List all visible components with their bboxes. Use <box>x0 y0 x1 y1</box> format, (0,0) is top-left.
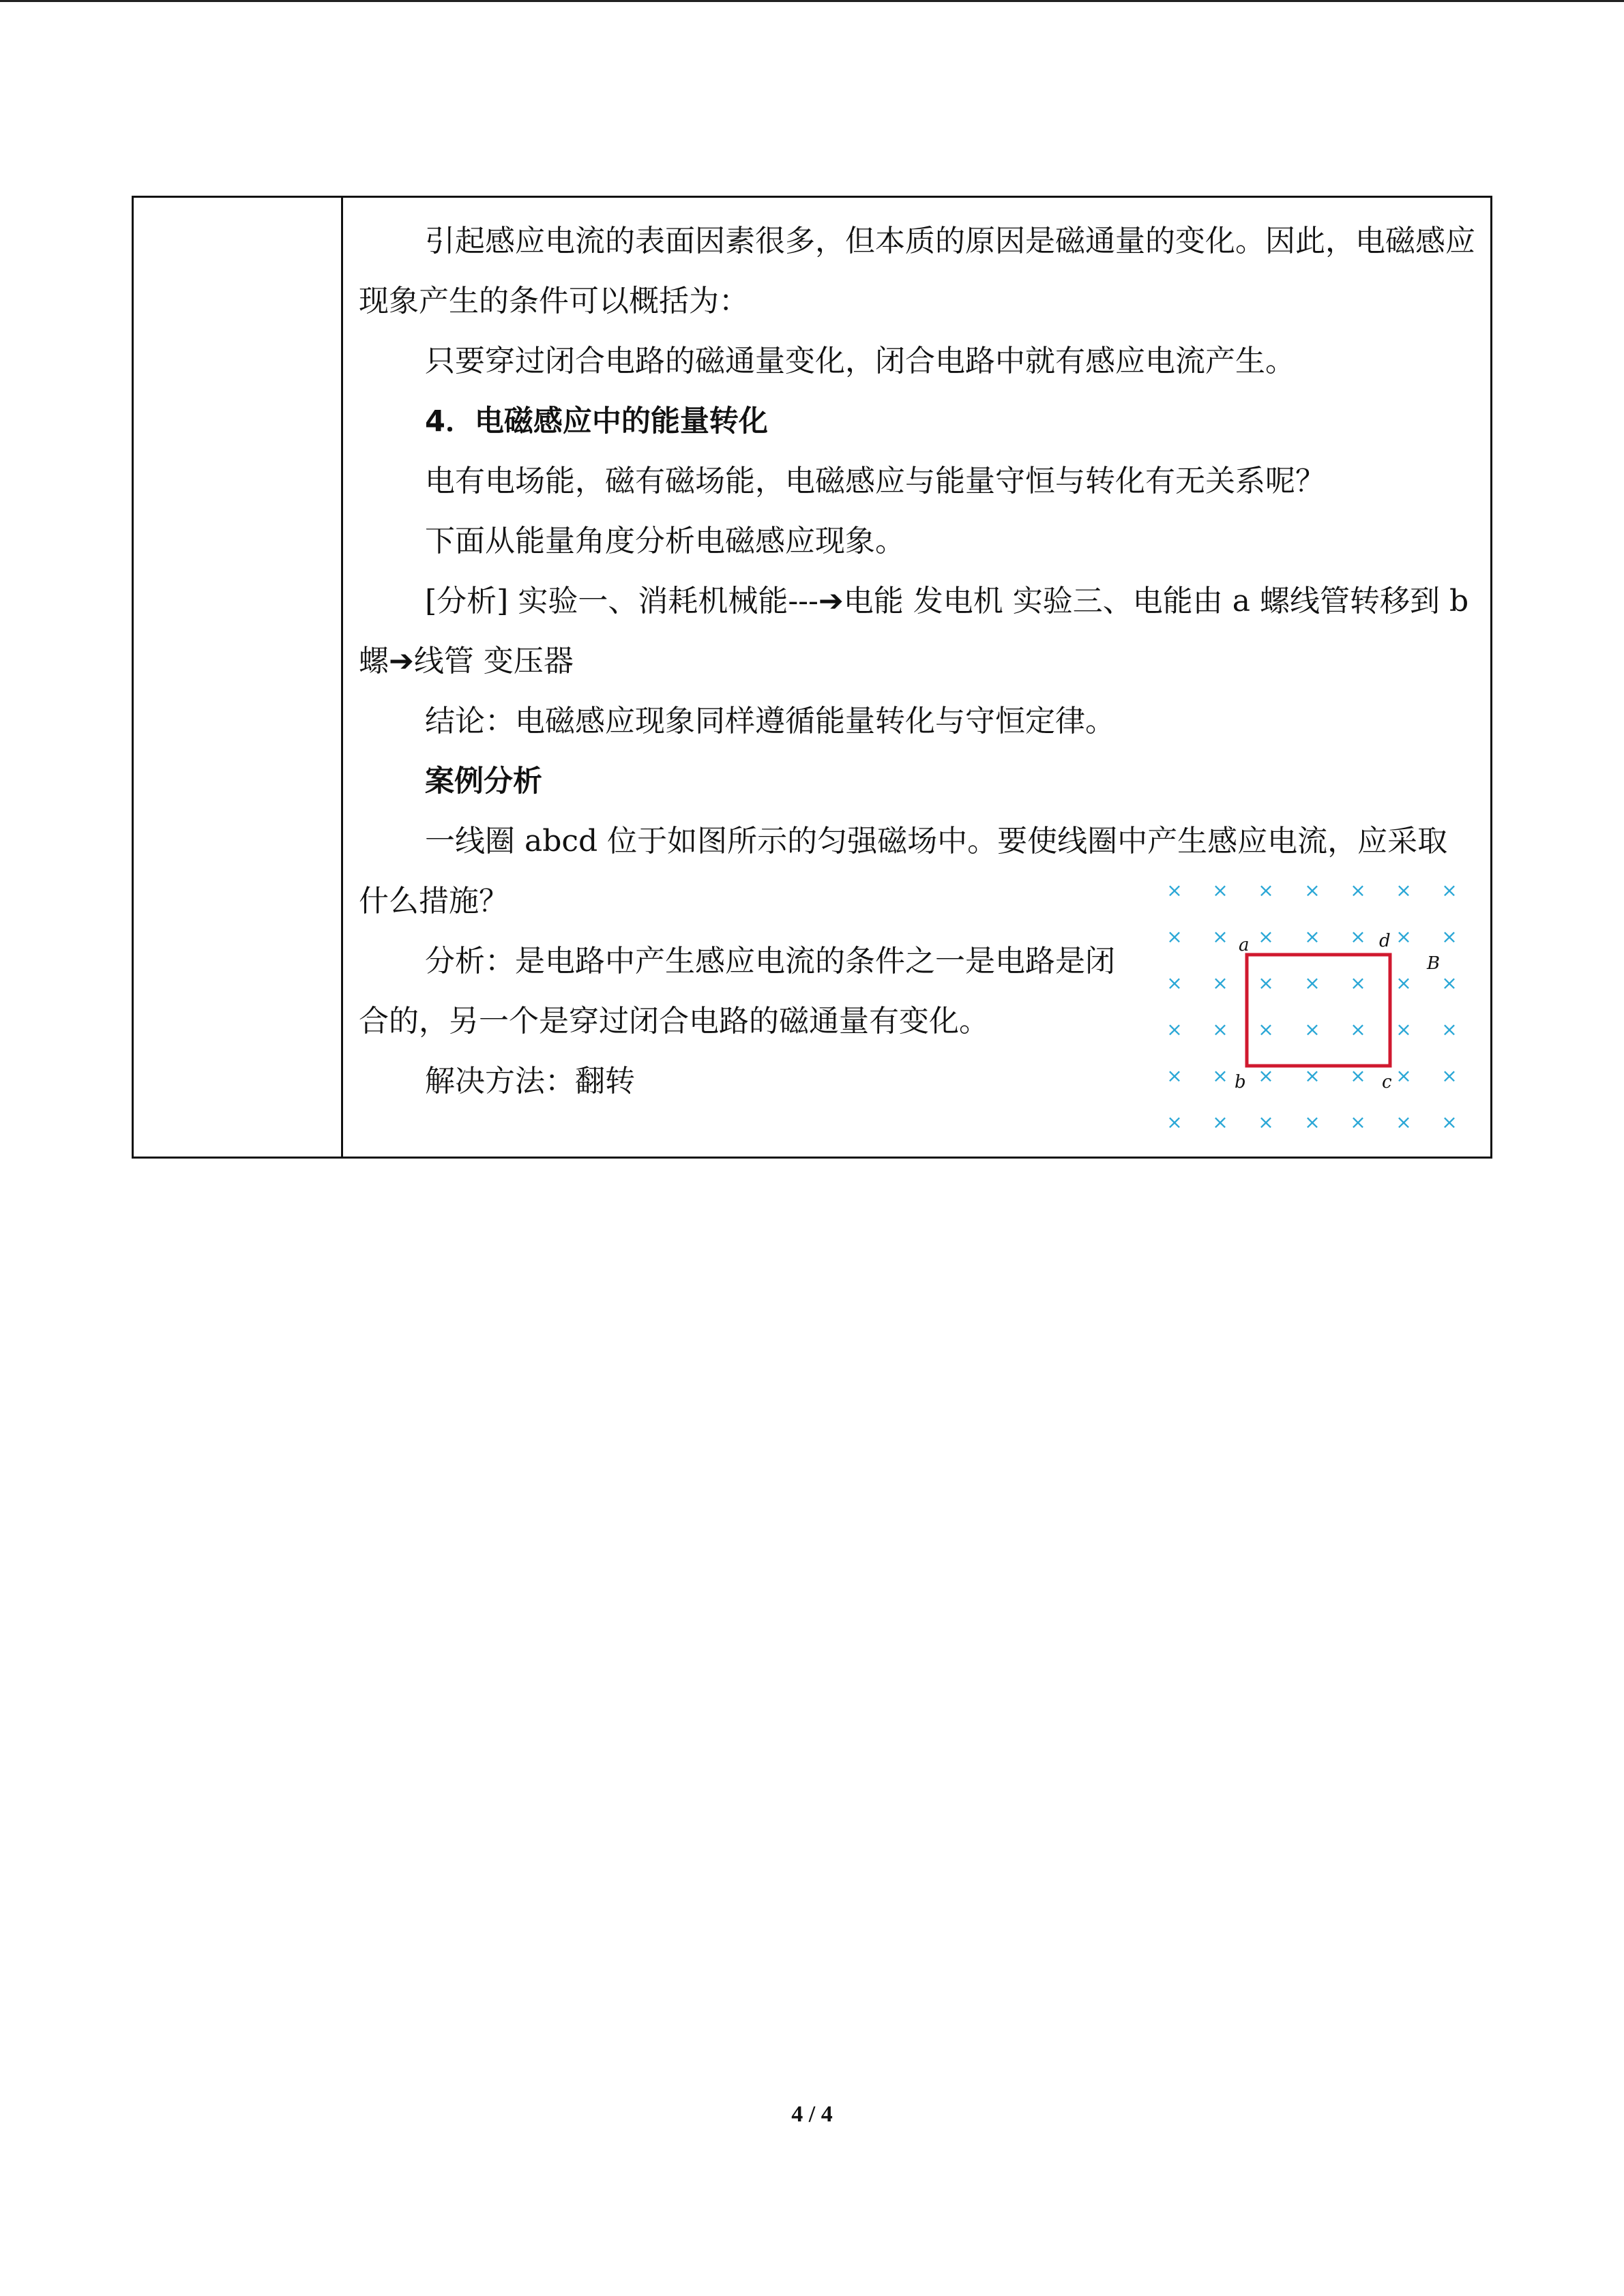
field-mark-icon: × <box>1350 1111 1366 1133</box>
field-mark-icon: × <box>1212 972 1228 994</box>
paragraph-cause: 引起感应电流的表面因素很多，但本质的原因是磁通量的变化。因此，电磁感应现象产生的条件可以概括为： <box>359 224 1475 318</box>
paragraph-case: 一线圈 abcd 位于如图所示的匀强磁场中。要使线圈中产生感应电流，应采取什么措施？ <box>359 824 1448 919</box>
field-mark-icon: × <box>1396 972 1412 994</box>
paragraph-conclusion: 结论：电磁感应现象同样遵循能量转化与守恒定律。 <box>425 704 1115 739</box>
field-mark-icon: × <box>1350 925 1366 948</box>
field-mark-icon: × <box>1350 1018 1366 1041</box>
field-mark-icon: × <box>1304 1018 1320 1041</box>
field-mark-icon: × <box>1258 1064 1274 1087</box>
field-mark-icon: × <box>1166 1018 1183 1041</box>
arrow-icon: ➔ <box>389 644 414 679</box>
field-mark-icon: × <box>1166 972 1183 994</box>
arrow-icon: ➔ <box>818 584 844 618</box>
field-mark-icon: × <box>1166 1111 1183 1133</box>
paragraph-solution: 解决方法：翻转 <box>425 1064 635 1099</box>
field-mark-icon: × <box>1304 925 1320 948</box>
field-mark-icon: × <box>1304 879 1320 901</box>
field-mark-icon: × <box>1350 1064 1366 1087</box>
paragraph-question: 电有电场能，磁有磁场能，电磁感应与能量守恒与转化有无关系呢？ <box>425 464 1325 498</box>
page-number: 4 / 4 <box>791 2102 833 2127</box>
field-mark-icon: × <box>1258 1111 1274 1133</box>
magnetic-field-figure <box>1160 874 1473 1147</box>
field-mark-icon: × <box>1258 879 1274 901</box>
field-mark-icon: × <box>1212 1111 1228 1133</box>
case-heading: 案例分析 <box>425 764 542 799</box>
field-mark-icon: × <box>1350 972 1366 994</box>
field-marks-group <box>1166 879 1457 1133</box>
coil-label-d: d <box>1379 931 1391 951</box>
paragraph-condition: 只要穿过闭合电路的磁通量变化，闭合电路中就有感应电流产生。 <box>425 344 1295 378</box>
field-mark-icon: × <box>1396 925 1412 948</box>
paragraph-case-analysis: 分析：是电路中产生感应电流的条件之一是电路是闭合的，另一个是穿过闭合电路的磁通量有变化。 <box>359 944 1115 1039</box>
analysis-part-3: 线管 变压器 <box>413 644 574 679</box>
field-mark-icon: × <box>1166 879 1183 901</box>
field-mark-icon: × <box>1441 879 1458 901</box>
field-mark-icon: × <box>1212 925 1228 948</box>
field-mark-icon: × <box>1441 1111 1458 1133</box>
paragraph-intro: 下面从能量角度分析电磁感应现象。 <box>425 524 905 558</box>
field-mark-icon: × <box>1441 972 1458 994</box>
analysis-part-1: [分析] 实验一、消耗机械能--- <box>425 584 818 618</box>
page-top-edge <box>0 0 1624 2</box>
field-mark-icon: × <box>1396 879 1412 901</box>
field-mark-icon: × <box>1212 1064 1228 1087</box>
field-mark-icon: × <box>1396 1064 1412 1087</box>
field-mark-icon: × <box>1212 1018 1228 1041</box>
field-mark-icon: × <box>1258 925 1274 948</box>
field-mark-icon: × <box>1441 1064 1458 1087</box>
field-mark-icon: × <box>1441 925 1458 948</box>
field-mark-icon: × <box>1396 1111 1412 1133</box>
field-mark-icon: × <box>1304 972 1320 994</box>
analysis-part-2: 电能 发电机 实验三、电能由 a 螺线管转移到 b 螺 <box>359 584 1469 679</box>
field-mark-icon: × <box>1212 879 1228 901</box>
paragraph-analysis <box>359 571 1481 691</box>
field-mark-icon: × <box>1166 925 1183 948</box>
section-heading-energy: 4．电磁感应中的能量转化 <box>425 404 768 438</box>
field-mark-icon: × <box>1166 1064 1183 1087</box>
coil-label-a: a <box>1239 935 1250 955</box>
column-divider <box>341 198 343 1157</box>
field-mark-icon: × <box>1396 1018 1412 1041</box>
field-mark-icon: × <box>1441 1018 1458 1041</box>
field-label-b: B <box>1427 953 1441 974</box>
field-mark-icon: × <box>1258 972 1274 994</box>
field-mark-icon: × <box>1304 1111 1320 1133</box>
coil-label-b: b <box>1235 1072 1246 1092</box>
field-mark-icon: × <box>1350 879 1366 901</box>
field-mark-icon: × <box>1258 1018 1274 1041</box>
field-mark-icon: × <box>1304 1064 1320 1087</box>
coil-label-c: c <box>1382 1072 1392 1092</box>
